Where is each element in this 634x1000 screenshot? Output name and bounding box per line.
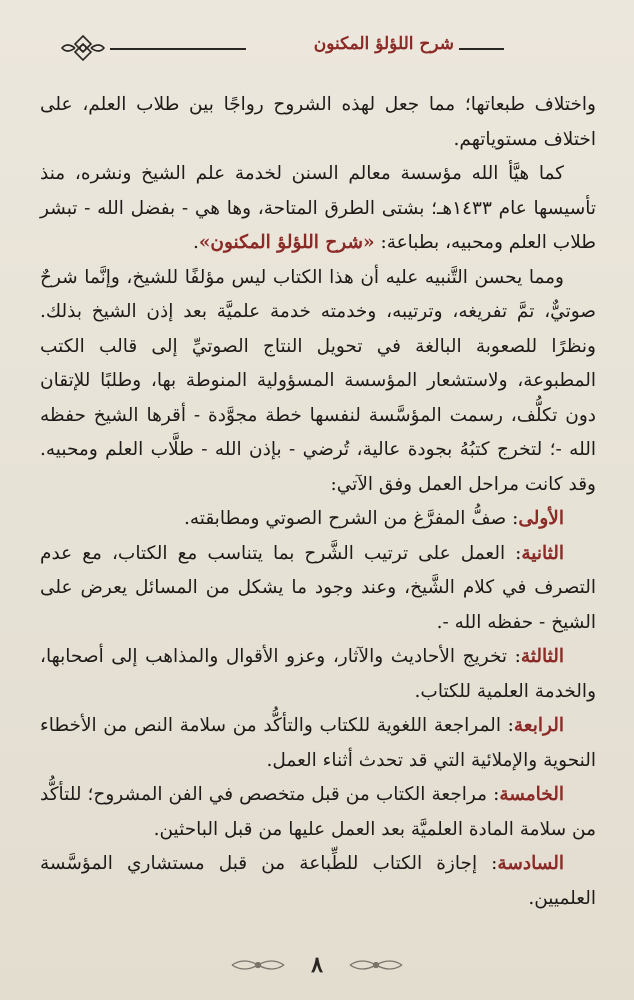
- step-label: الثالثة: [520, 646, 564, 667]
- step-text: : مراجعة الكتاب من قبل متخصص في الفن المشروح؛ للتأكُّد من سلامة المادة العلميَّة بعد العمل عليها من قبل الباحثين.: [40, 784, 596, 840]
- paragraph: [40, 157, 596, 261]
- step-text: : العمل على ترتيب الشَّرح بما يتناسب مع الكتاب، مع عدم التصرف في كلام الشَّيخ، وعند وجود ما يشكل من المسائل يعرض على الشيخ - حفظه الله -.: [40, 542, 596, 633]
- paragraph: ومما يحسن التَّنبيه عليه أن هذا الكتاب ليس مؤلفًا للشيخ، وإنَّما شرحٌ صوتيٌّ، تمَّ تفريغه، وترتيبه، وخدمته خدمة علميَّة بعد إذن الشيخ بذلك. ونظرًا للصعوبة البالغة في تحويل النتاج الصوتيِّ إلى قالب الكتب المطبوعة، ولاستشعار المؤسسة المسؤولية المنوطة بها، وطلبًا للإتقان دون تكلُّف، رسمت المؤسَّسة لنفسها خطة مجوَّدة - أقرها الشيخ حفظه الله -؛ لتخرج كتبُهُ بجودة عالية، تُرضي - بإذن الله - طلَّاب العلم ومحبيه. وقد كانت مراحل العمل وفق الآتي:: [40, 266, 596, 495]
- step-label: الثانية: [521, 542, 564, 564]
- step-label: الخامسة: [499, 784, 564, 805]
- step-text: : إجازة الكتاب للطِّباعة من قبل مستشاري المؤسَّسة العلميين.: [40, 853, 596, 909]
- step-item: [40, 709, 596, 778]
- step-label: الرابعة: [513, 715, 564, 736]
- header-rule-left: [110, 48, 246, 50]
- step-item: [40, 502, 596, 537]
- step-label: السادسة: [497, 853, 564, 874]
- paragraph-text: كما هيَّأ الله مؤسسة معالم السنن لخدمة علم الشيخ ونشره، منذ تأسيسها عام ١٤٣٣هـ؛ بشتى الطرق المتاحة، وها هي - بفضل الله - تبشر طلاب العلم ومحبيه، بطباعة:: [40, 163, 596, 253]
- footer-ornament-icon: [230, 955, 286, 975]
- step-text: : تخريج الأحاديث والآثار، وعزو الأقوال والمذاهب إلى أصحابها، والخدمة العلمية للكتاب.: [40, 646, 596, 702]
- paragraph-end: .: [192, 232, 199, 253]
- step-label: الأولى: [518, 508, 564, 529]
- header-rule-right: [459, 48, 504, 50]
- step-text: : المراجعة اللغوية للكتاب والتأكُّد من سلامة النص من الأخطاء النحوية والإملائية التي قد تحدث أثناء العمل.: [40, 715, 596, 771]
- step-item: [40, 847, 596, 916]
- running-header: [30, 30, 604, 70]
- book-title: «شرح اللؤلؤ المكنون»: [198, 232, 375, 253]
- page-footer: [0, 952, 634, 986]
- step-item: [40, 778, 596, 847]
- paragraph: واختلاف طبعاتها؛ مما جعل لهذه الشروح رواجًا بين طلاب العلم، على اختلاف مستوياتهم.: [40, 94, 596, 150]
- step-text: : صفُّ المفرَّغ من الشرح الصوتي ومطابقته.: [183, 508, 519, 529]
- running-title: شرح اللؤلؤ المكنون: [313, 34, 454, 54]
- page-number: ٨: [311, 952, 323, 978]
- step-item: [40, 640, 596, 709]
- page-body: [40, 88, 596, 916]
- header-ornament-icon: [58, 32, 108, 64]
- step-item: [40, 537, 596, 641]
- footer-ornament-icon: [348, 955, 404, 975]
